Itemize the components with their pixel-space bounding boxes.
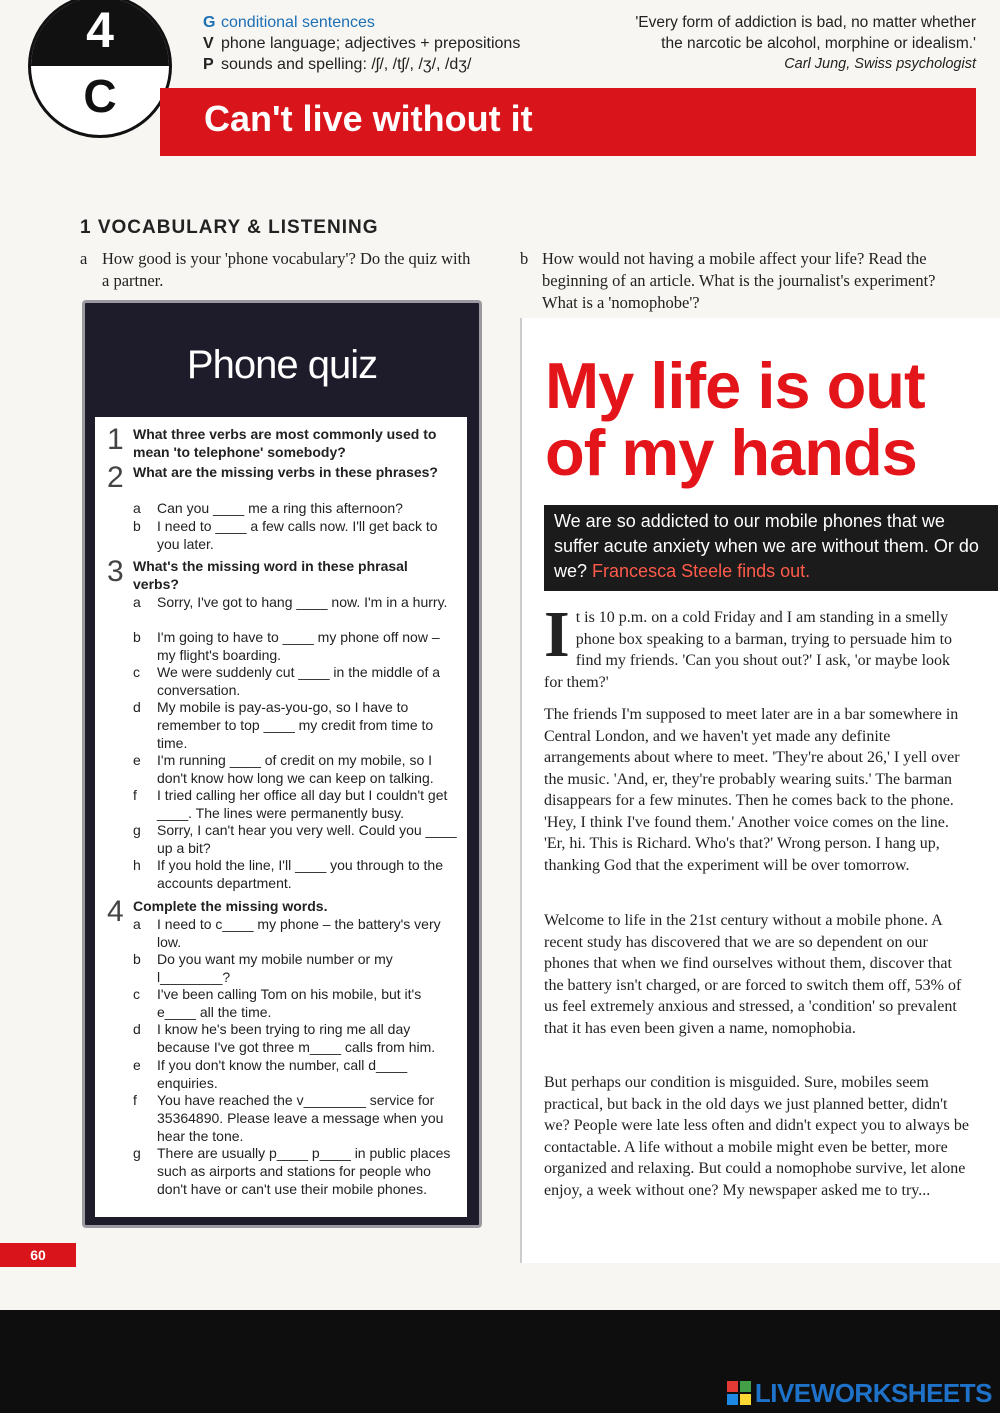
lesson-focus	[203, 12, 520, 75]
q2-item-a: a Can you ____ me a ring this afternoon?	[133, 500, 403, 516]
article-paragraph-2: The friends I'm supposed to meet later are in a bar somewhere in Central London, and we haven't yet made any definite arrangements about where to meet. 'They're about 26,' I yell over the music. 'And, er, they're probably wearing suits.' The barman disappears for a few minutes. Then he comes back to the phone. 'Hey, I think I've found them.' Another voice comes on the line. 'Er, hi. This is Richard. Who's that?' Wrong person. I hang up, thanking God that the experiment will be over tomorrow.	[544, 706, 960, 874]
vocab-label: V	[203, 35, 214, 52]
title-bar	[160, 88, 976, 156]
q3-item-h: h If you hold the line, I'll ____ you through to the accounts department.	[133, 857, 443, 891]
q2-item-b: b I need to ____ a few calls now. I'll get back to you later.	[133, 518, 438, 552]
q1-number: 1	[107, 423, 124, 456]
q3-number: 3	[107, 555, 124, 588]
q3-item-b: b I'm going to have to ____ my phone off now – my flight's boarding.	[133, 629, 440, 663]
q3-item-e: e I'm running ____ of credit on my mobile, so I don't know how long we can keep on talking.	[133, 752, 434, 786]
standfirst-text: We are so addicted to our mobile phones that we suffer acute anxiety when we are without them. Or do we?	[554, 511, 979, 581]
task-a-text: How good is your 'phone vocabulary'? Do the quiz with a partner.	[102, 249, 471, 290]
section-title: 1 VOCABULARY & LISTENING	[80, 217, 379, 238]
q4-item-e: e If you don't know the number, call d____ enquiries.	[133, 1057, 408, 1091]
article-paragraph-4: But perhaps our condition is misguided. Sure, mobiles seem practical, but back in the old days we just planned better, didn't we? People were late less often and didn't expect you to always be contactable. A life without a mobile might even be better, more organized and relaxing. But could a nomophobe survive, let alone enjoy, a week without one? My newspaper asked me to try...	[544, 1074, 969, 1199]
task-b-letter: b	[520, 249, 529, 268]
headline-line-1: My life is out	[545, 349, 925, 422]
quote-block	[616, 12, 976, 75]
pron-label: P	[203, 56, 214, 73]
liveworksheets-text: LIVEWORKSHEETS	[754, 1378, 992, 1408]
q3-text: What's the missing word in these phrasal verbs?	[133, 558, 408, 592]
task-a-letter: a	[80, 249, 88, 268]
q3-item-d: d My mobile is pay-as-you-go, so I have to remember to top ____ my credit from time to time.	[133, 699, 434, 751]
article-paragraph-1: It is 10 p.m. on a cold Friday and I am standing in a smelly phone box speaking to a barman, trying to persuade him to find my friends. 'Can you shout out?' I ask, 'or maybe look for them?'	[544, 598, 953, 691]
unit-letter: C	[83, 70, 117, 122]
quiz-panel	[95, 417, 467, 1217]
q3-item-g: g Sorry, I can't hear you very well. Could you ____ up a bit?	[133, 822, 457, 856]
quiz-title: Phone quiz	[186, 343, 378, 387]
liveworksheets-icon	[727, 1381, 751, 1405]
q4-item-d: d I know he's been trying to ring me all day because I've got three m____ calls from him.	[133, 1021, 436, 1055]
vocab-text: phone language; adjectives + prepositions	[221, 35, 521, 52]
q4-item-g: g There are usually p____ p____ in public places such as airports and stations for people who don't have or can't use their mobile phones.	[133, 1145, 451, 1197]
unit-badge	[28, 0, 172, 138]
article-headline	[545, 349, 925, 489]
lesson-title: Can't live without it	[204, 98, 533, 139]
q4-item-c: c I've been calling Tom on his mobile, but it's e____ all the time.	[133, 986, 422, 1020]
q1-text: What three verbs are most commonly used to mean 'to telephone' somebody?	[133, 426, 437, 460]
drop-cap: I	[544, 598, 570, 671]
unit-number: 4	[86, 2, 114, 58]
task-a	[80, 248, 480, 292]
task-b-text: How would not having a mobile affect your life? Read the beginning of an article. What is the journalist's experiment? What is a 'nomophobe'?	[542, 249, 936, 312]
quote-text: 'Every form of addiction is bad, no matter whether the narcotic be alcohol, morphine or idealism.'	[635, 14, 976, 52]
pron-text: sounds and spelling: /ʃ/, /tʃ/, /ʒ/, /dʒ/	[221, 56, 472, 73]
grammar-label: G	[203, 14, 216, 31]
quote-author: Carl Jung, Swiss psychologist	[784, 56, 976, 72]
byline: Francesca Steele finds out.	[592, 561, 811, 581]
grammar-text: conditional sentences	[221, 14, 375, 31]
q3-item-a: a Sorry, I've got to hang ____ now. I'm in a hurry.	[133, 594, 448, 610]
q2-number: 2	[107, 461, 124, 494]
q2-text: What are the missing verbs in these phrases?	[133, 464, 438, 480]
standfirst-bar	[544, 505, 998, 591]
task-b	[520, 248, 960, 314]
q4-item-a: a I need to c____ my phone – the battery's very low.	[133, 916, 441, 950]
q4-item-b: b Do you want my mobile number or my l________?	[133, 951, 393, 985]
q3-item-f: f I tried calling her office all day but I couldn't get ____. The lines were permanently busy.	[133, 787, 448, 821]
q3-item-c: c We were suddenly cut ____ in the middle of a conversation.	[133, 664, 441, 698]
q4-text: Complete the missing words.	[133, 898, 328, 914]
liveworksheets-logo[interactable]	[727, 1378, 992, 1409]
article-paragraph-3: Welcome to life in the 21st century without a mobile phone. A recent study has discovered that we are so dependent on our phones that when we find ourselves without them, discover that the battery isn't charged, or are forced to switch them off, 53% of us feel extremely anxious and stressed, a 'condition' so prevalent that it has even been given a name, nomophobia.	[544, 912, 962, 1037]
q4-item-f: f You have reached the v________ service for 35364890. Please leave a message when you hear the tone.	[133, 1092, 444, 1144]
page-number: 60	[0, 1243, 76, 1267]
q4-number: 4	[107, 895, 124, 928]
headline-line-2: of my hands	[545, 416, 917, 489]
phone-quiz	[82, 300, 482, 1228]
